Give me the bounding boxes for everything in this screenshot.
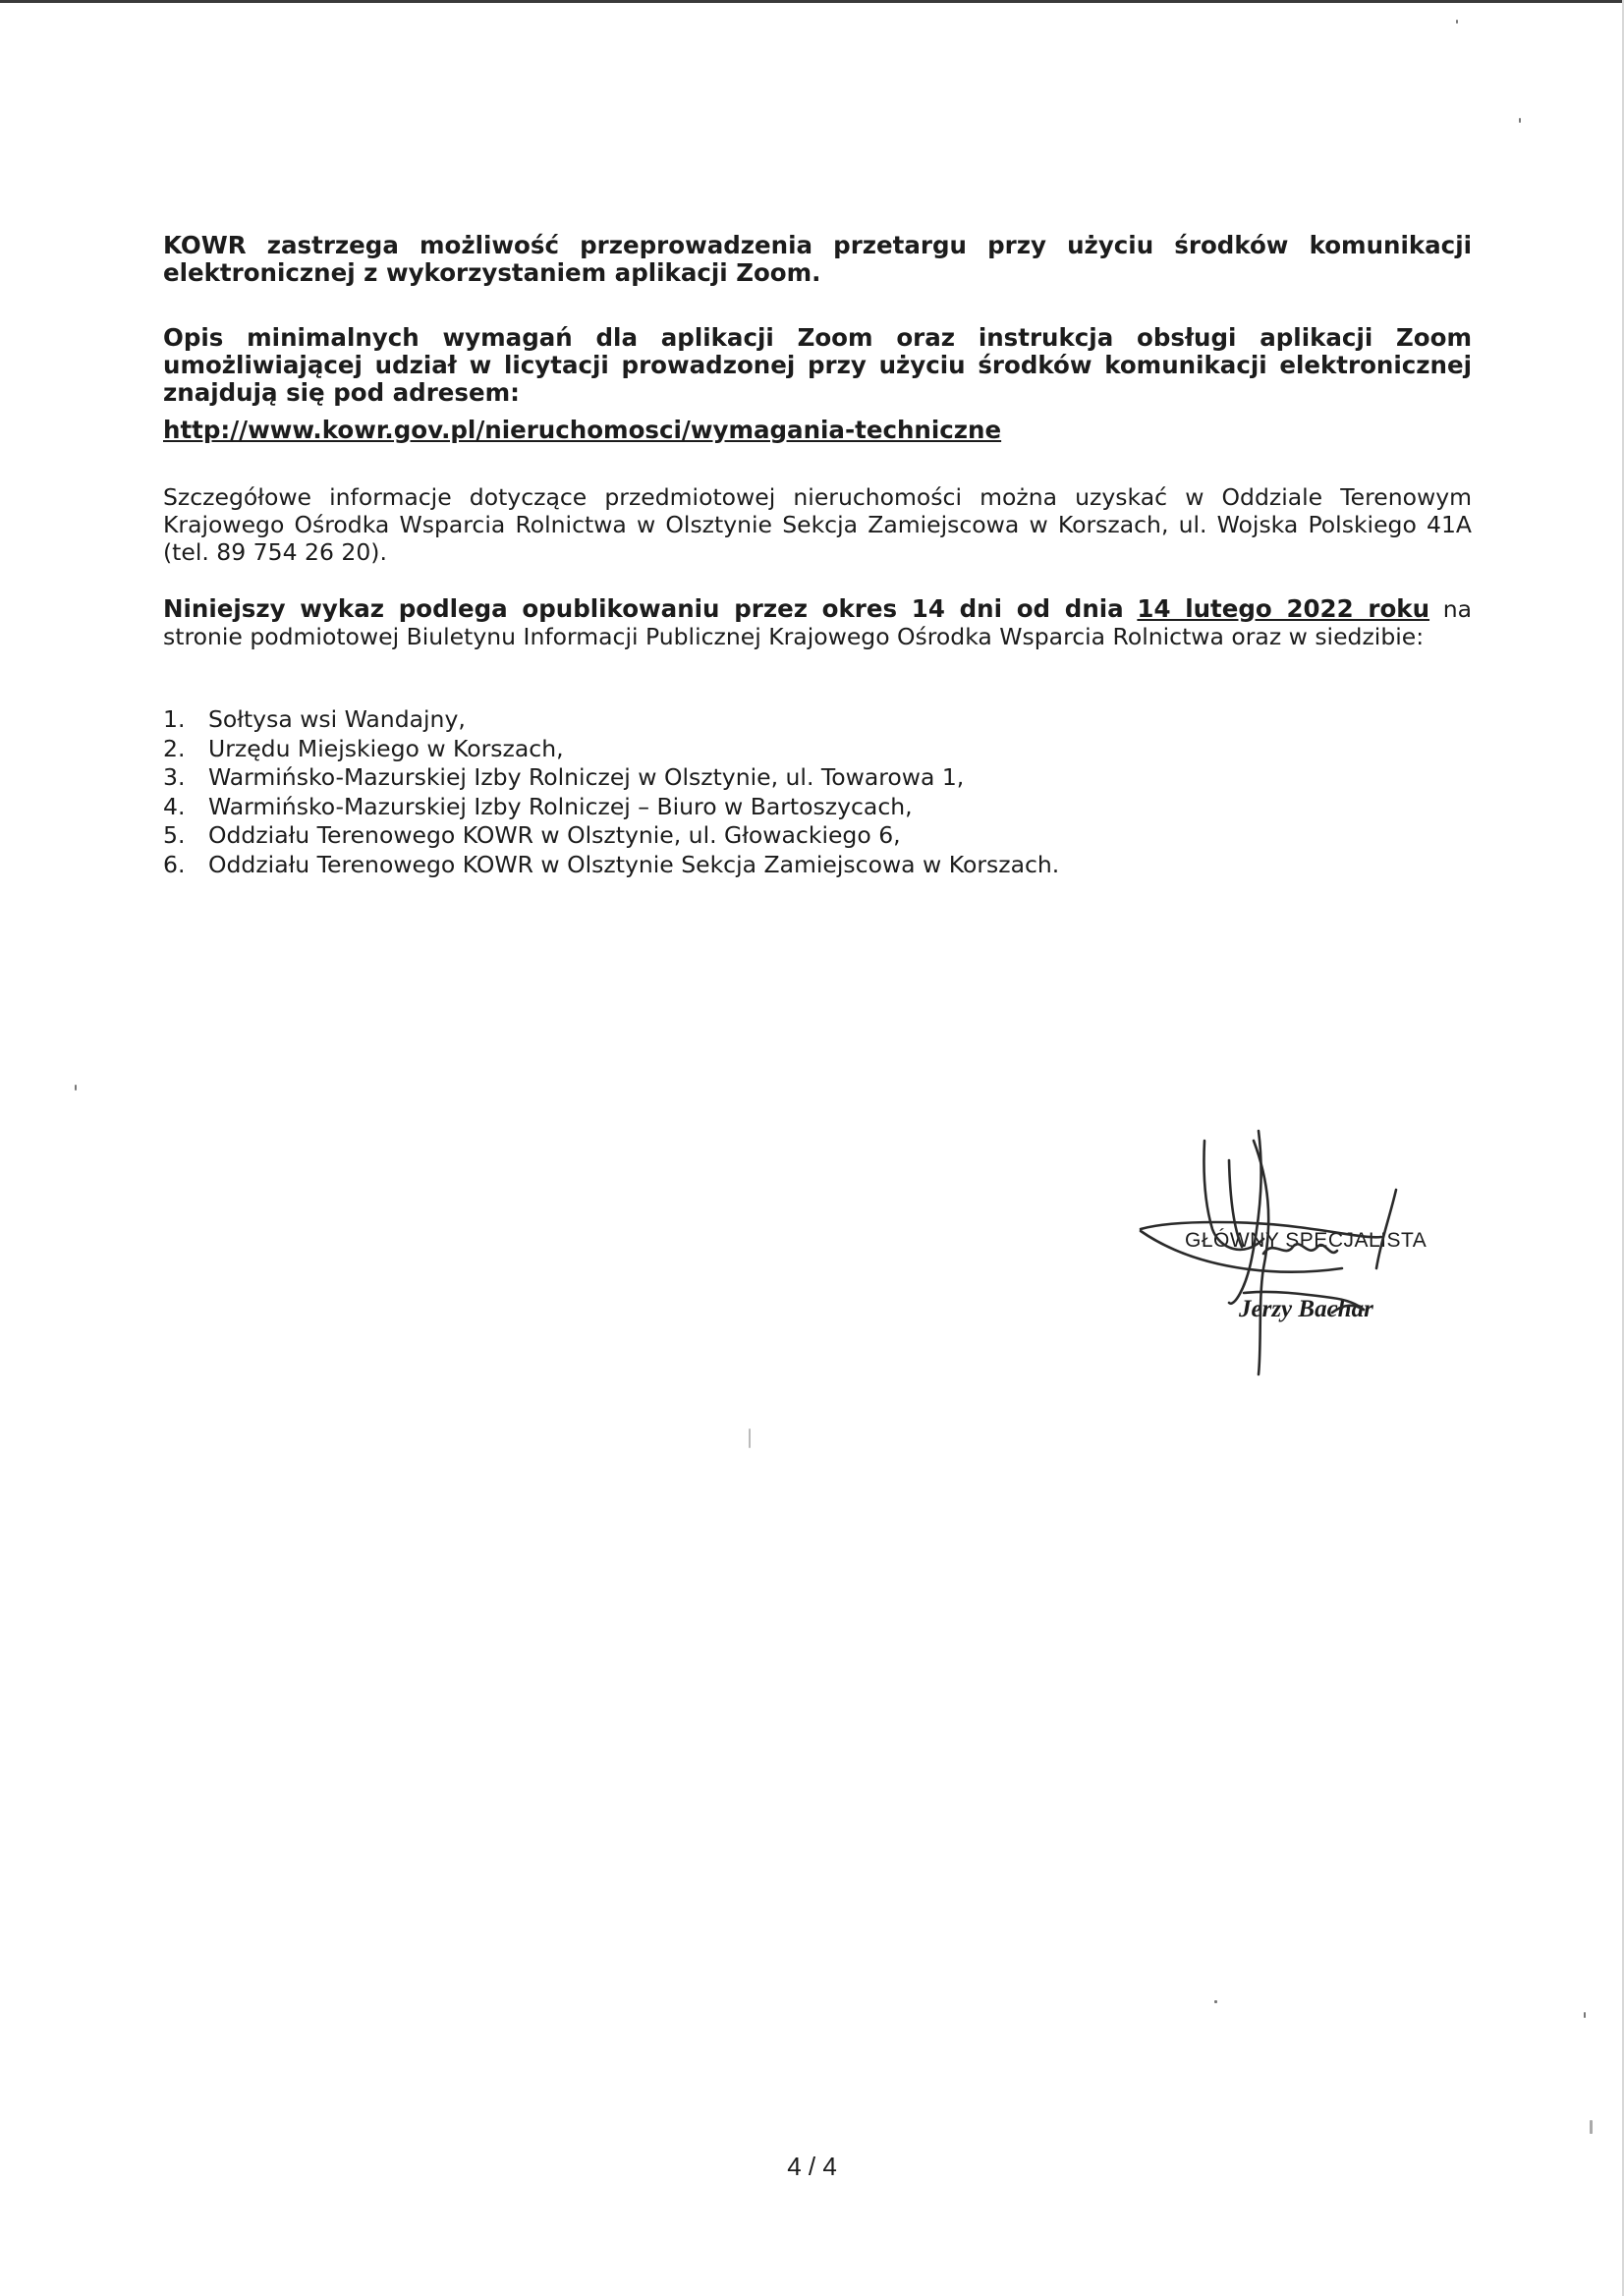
- publication-rest: na stronie podmiotowej Biuletynu Informacji Publicznej Krajowego Ośrodka Wsparcia Rolnictwa oraz w siedzibie:: [163, 595, 1472, 650]
- paragraph-info: Szczegółowe informacje dotyczące przedmiotowej nieruchomości można uzyskać w Oddziale Terenowym Krajowego Ośrodka Wsparcia Rolnictwa w Olsztynie Sekcja Zamiejscowa w Korszach, ul. Wojska Polskiego 41A (tel. 89 754 26 20).: [163, 483, 1472, 566]
- scan-speck: [1214, 2000, 1217, 2003]
- paragraph-publication: [163, 595, 1472, 650]
- list-item: 4. Warmińsko-Mazurskiej Izby Rolniczej – Biuro w Bartoszycach,: [163, 792, 913, 820]
- locations-list: [163, 705, 1059, 879]
- scan-speck: [75, 1085, 77, 1091]
- scan-top-edge: [0, 0, 1624, 3]
- handwritten-signature: [1136, 1121, 1489, 1396]
- publication-bold: Niniejszy wykaz podlega opublikowaniu przez okres 14 dni od dnia: [163, 594, 1124, 623]
- requirements-link[interactable]: http://www.kowr.gov.pl/nieruchomosci/wymagania-techniczne: [163, 416, 1002, 444]
- list-item: 3. Warmińsko-Mazurskiej Izby Rolniczej w Olsztynie, ul. Towarowa 1,: [163, 763, 965, 791]
- paragraph-requirements: Opis minimalnych wymagań dla aplikacji Zoom oraz instrukcja obsługi aplikacji Zoom umożliwiającej udział w licytacji prowadzonej przy użyciu środków komunikacji elektronicznej znajdują się pod adresem:: [163, 323, 1472, 407]
- publication-date: 14 lutego 2022 roku: [1137, 594, 1430, 623]
- stamp-title: GŁÓWNY SPECJALISTA: [1185, 1229, 1428, 1252]
- list-item: 5. Oddziału Terenowego KOWR w Olsztynie, ul. Głowackiego 6,: [163, 821, 901, 849]
- scan-speck: [749, 1428, 751, 1448]
- page-number: 4 / 4: [787, 2152, 837, 2181]
- scan-speck: [1456, 20, 1458, 24]
- scan-speck: [1519, 118, 1521, 123]
- list-item: 6. Oddziału Terenowego KOWR w Olsztynie Sekcja Zamiejscowa w Korszach.: [163, 850, 1060, 878]
- scan-speck: [1584, 2012, 1586, 2018]
- scan-speck: [1590, 2120, 1593, 2134]
- stamp-name: Jerzy Bachar: [1239, 1296, 1373, 1322]
- signature-stamp: [1136, 1121, 1489, 1396]
- paragraph-zoom: KOWR zastrzega możliwość przeprowadzenia przetargu przy użyciu środków komunikacji elektronicznej z wykorzystaniem aplikacji Zoom.: [163, 231, 1472, 287]
- list-item: 1. Sołtysa wsi Wandajny,: [163, 705, 466, 733]
- list-item: 2. Urzędu Miejskiego w Korszach,: [163, 734, 564, 762]
